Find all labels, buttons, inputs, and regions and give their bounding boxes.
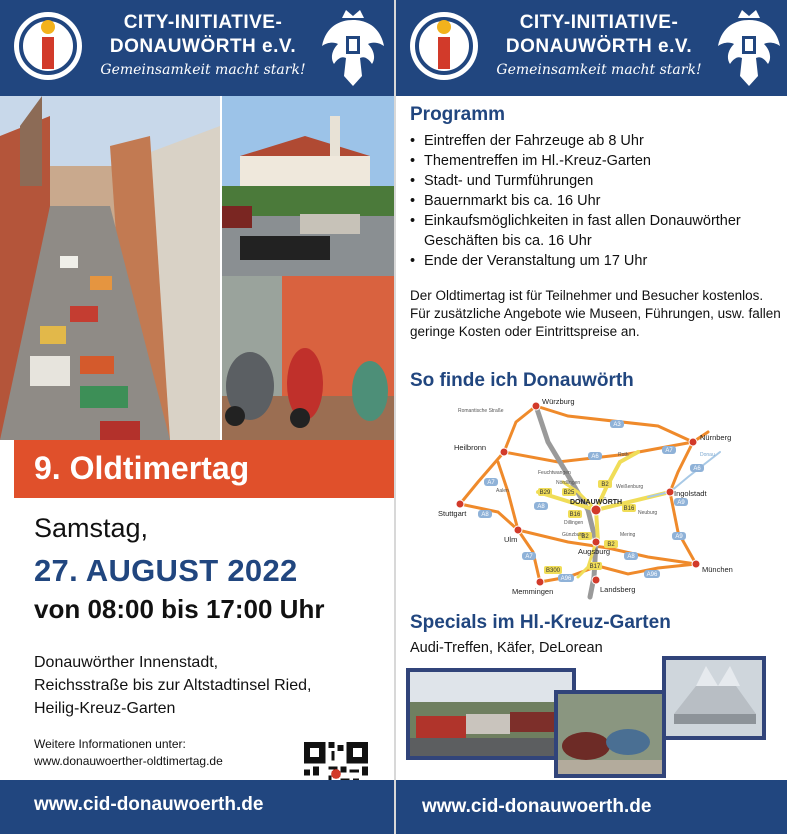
specials-car-photos [406,656,766,778]
website-link[interactable]: www.cid-donauwoerth.de [34,794,264,815]
svg-text:Aalen: Aalen [496,488,509,494]
svg-text:Landsberg: Landsberg [600,585,636,594]
svg-text:A3: A3 [613,422,621,428]
svg-text:DONAUWÖRTH: DONAUWÖRTH [570,499,623,506]
svg-text:Weißenburg: Weißenburg [616,484,644,490]
svg-text:B17: B17 [589,564,601,570]
svg-text:Mering: Mering [620,532,636,538]
program-heading: Programm [410,104,506,125]
svg-text:Ulm: Ulm [504,535,518,544]
svg-text:B2: B2 [581,534,589,540]
info-link[interactable]: www.donauwoerther-oldtimertag.de [34,754,223,768]
event-date: 27. AUGUST 2022 [34,553,298,588]
svg-text:A6: A6 [693,466,701,472]
svg-text:A6: A6 [591,454,599,460]
org-name: CITY-INITIATIVE- DONAUWÖRTH e.V. [109,12,297,57]
event-title-banner [14,440,394,498]
specials-list: Audi-Treffen, Käfer, DeLorean [410,640,603,656]
list-item: • Ende der Veranstaltung um 17 Uhr [410,251,782,271]
svg-text:A7: A7 [665,448,673,454]
right-flyer-panel [396,0,787,834]
program-list [410,131,782,271]
directions-heading: So finde ich Donauwörth [410,370,634,391]
more-info: Weitere Informationen unter: www.donauwoerther-oldtimertag.de [34,737,223,768]
header-bar [396,0,787,96]
svg-text:B16: B16 [569,512,581,518]
svg-text:Romantische Straße: Romantische Straße [458,408,504,414]
info-i-logo-icon [408,10,480,82]
program-note: Der Oldtimertag ist für Teilnehmer und Besucher kostenlos. Für zusätzliche Angebote wie Museen, Führungen, usw. fallen geringe Kosten oder Eintrittspreise an. [410,288,781,339]
svg-text:Nördlingen: Nördlingen [556,480,581,486]
svg-text:B300: B300 [545,568,561,574]
svg-text:A7: A7 [525,554,533,560]
svg-text:Günzburg: Günzburg [562,532,584,538]
specials-heading: Specials im Hl.-Kreuz-Garten [410,612,671,633]
info-i-logo-icon [12,10,84,82]
svg-text:Memmingen: Memmingen [512,587,554,596]
website-link[interactable]: www.cid-donauwoerth.de [422,796,652,817]
svg-text:A9: A9 [677,500,685,506]
svg-text:A96: A96 [646,572,658,578]
svg-text:Würzburg: Würzburg [542,397,575,406]
old-town-classic-cars-photos [0,96,394,440]
svg-text:Dillingen: Dillingen [564,520,584,526]
svg-text:B29: B29 [539,490,551,496]
svg-text:A9: A9 [675,534,683,540]
list-item: • Bauernmarkt bis ca. 16 Uhr [410,191,782,211]
event-time: von 08:00 bis 17:00 Uhr [34,594,325,624]
road-map [438,392,768,604]
svg-text:Roth: Roth [618,452,629,458]
svg-text:München: München [702,565,733,574]
list-item: • Einkaufsmöglichkeiten in fast allen Donauwörther Geschäften bis ca. 16 Uhr [410,211,782,251]
slogan: Gemeinsamkeit macht stark! [100,62,306,78]
svg-text:Stuttgart: Stuttgart [438,509,467,518]
header-bar [0,0,394,96]
svg-text:B2: B2 [601,482,609,488]
svg-text:Neuburg: Neuburg [638,510,658,516]
footer-bar [396,780,787,834]
svg-text:Augsburg: Augsburg [578,547,611,556]
list-item: • Thementreffen im Hl.-Kreuz-Garten [410,151,782,171]
svg-text:B16: B16 [623,506,635,512]
svg-text:A7: A7 [487,480,495,486]
weekday: Samstag, [34,513,149,543]
svg-text:A8: A8 [481,512,489,518]
eagle-crest-icon [318,6,388,90]
svg-text:Donau: Donau [700,452,715,458]
svg-text:Nürnberg: Nürnberg [700,433,732,442]
svg-text:B25: B25 [563,490,575,496]
svg-text:A96: A96 [560,576,572,582]
svg-text:A8: A8 [537,504,545,510]
svg-text:A8: A8 [627,554,635,560]
org-name: CITY-INITIATIVE- DONAUWÖRTH e.V. [505,12,693,57]
event-location: Donauwörther Innenstadt, Reichsstraße bis zur Altstadtinsel Ried, Heilig-Kreuz-Garten [34,654,312,717]
svg-text:Feuchtwangen: Feuchtwangen [538,470,571,476]
svg-text:Ingolstadt: Ingolstadt [674,489,707,498]
svg-text:B2: B2 [607,542,615,548]
list-item: • Stadt- und Turmführungen [410,171,782,191]
slogan: Gemeinsamkeit macht stark! [496,62,702,78]
event-title: 9. Oldtimertag [34,450,250,486]
eagle-crest-icon [714,6,784,90]
svg-text:Heilbronn: Heilbronn [454,443,487,452]
footer-bar [0,780,394,834]
list-item: • Eintreffen der Fahrzeuge ab 8 Uhr [410,131,782,151]
